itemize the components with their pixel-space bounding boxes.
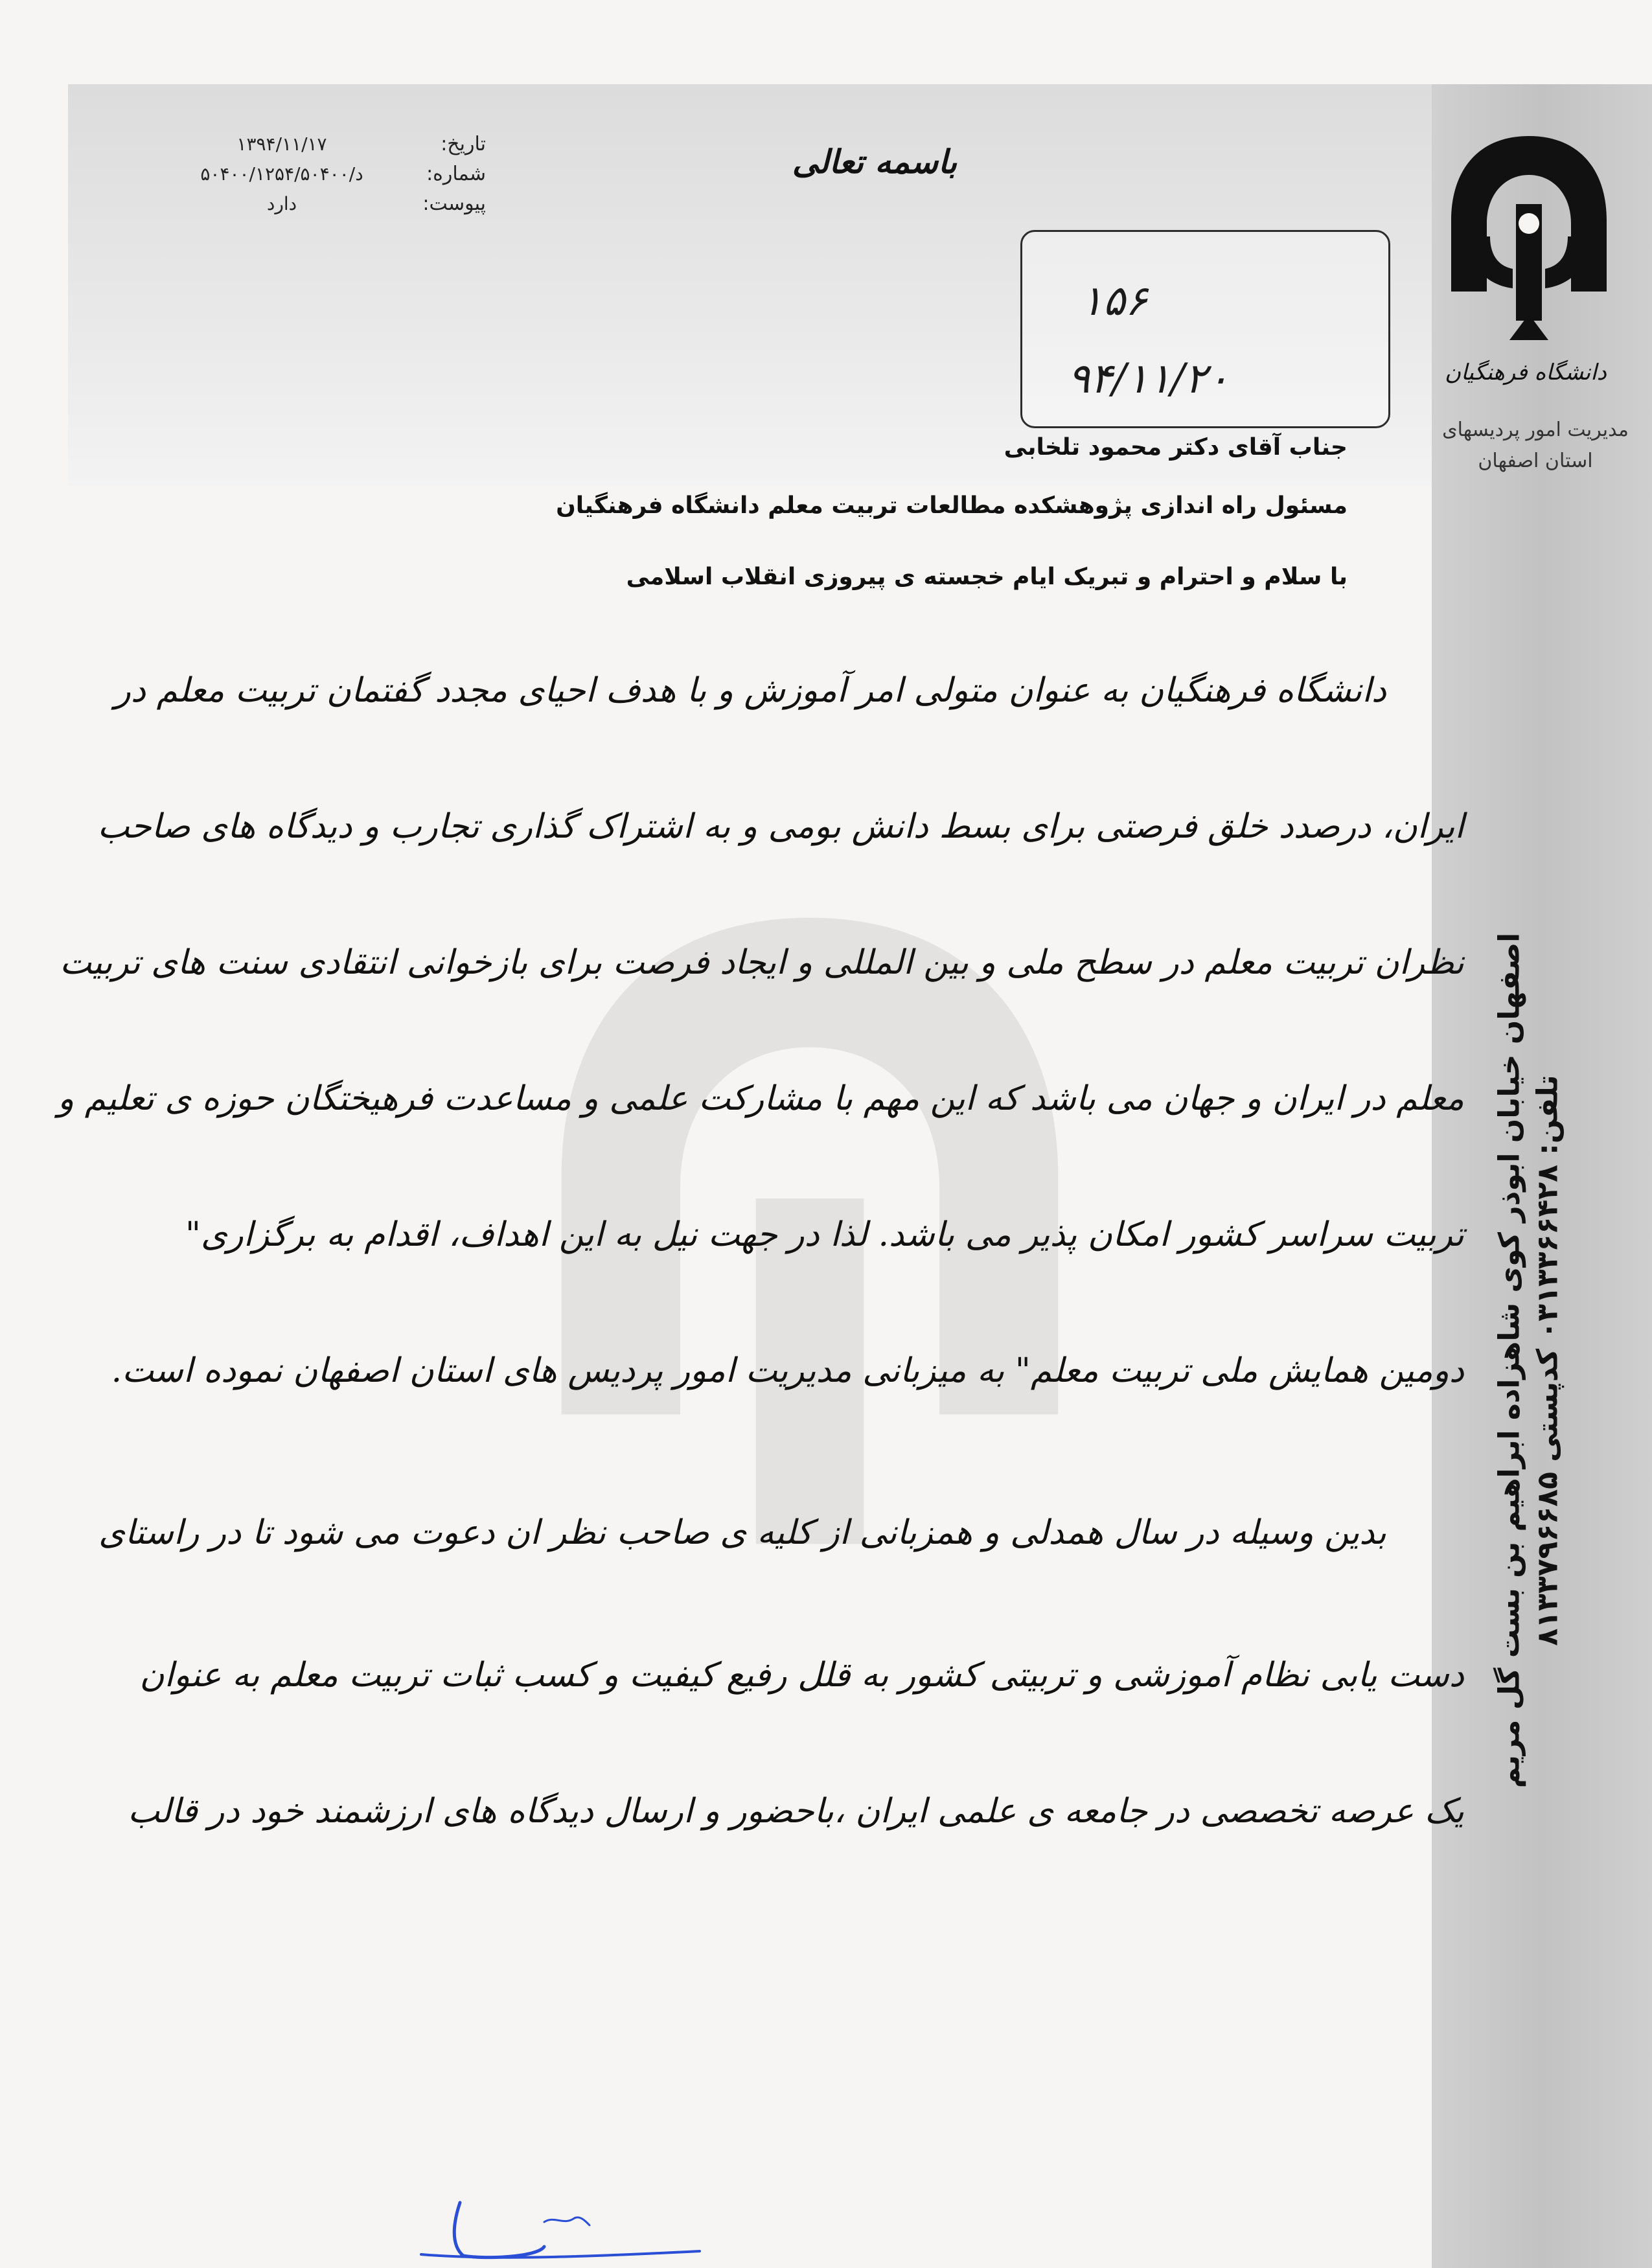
meta-date-value: ۱۳۹۴/۱۱/۱۷ <box>236 133 327 155</box>
letter-meta <box>162 133 486 222</box>
contact-text <box>1491 933 1568 1788</box>
contact-phone: تلفن: ۰۳۱۳۳۶۶۴۲۸ کدپستی ۸۱۳۳۷۹۶۶۸۵ <box>1532 1075 1565 1646</box>
body-line-1: دانشگاه فرهنگیان به عنوان متولی امر آموزش و با هدف احیای مجدد گفتمان تربیت معلم در <box>114 671 1386 710</box>
registration-stamp <box>1020 230 1390 428</box>
office-line-2: استان اصفهان <box>1478 450 1593 472</box>
contact-info <box>1454 842 1603 1879</box>
body-line-7: بدین وسیله در سال همدلی و همزبانی از کلیه ی صاحب نظر ان دعوت می شود تا در راستای <box>98 1513 1386 1552</box>
meta-number-value: ۵۰۴۰۰/۱۲۵۴/۵۰۴۰۰/د <box>200 163 363 185</box>
stamp-date: ۹۴/۱۱/۲۰ <box>1068 355 1230 403</box>
contact-address: اصفهان خیابان ابوذر کوی شاهزاده ابراهیم بن بست گل مریم <box>1493 932 1526 1789</box>
body-line-3: نظران تربیت معلم در سطح ملی و بین المللی و ایجاد فرصت برای بازخوانی انتقادی سنت های تربیت <box>60 943 1464 982</box>
logo-caption: دانشگاه فرهنگیان <box>1445 360 1607 385</box>
stamp-number: ۱۵۶ <box>1081 277 1148 325</box>
addressee-name: جناب آقای دکتر محمود تلخابی <box>1004 434 1348 461</box>
meta-date <box>162 133 486 163</box>
meta-attachment <box>162 192 486 222</box>
addressee-title: مسئول راه اندازی پژوهشکده مطالعات تربیت معلم دانشگاه فرهنگیان <box>556 492 1348 519</box>
office-name <box>1428 415 1642 477</box>
meta-attachment-label: پیوست: <box>422 192 486 215</box>
meta-attachment-value: دارد <box>266 193 297 214</box>
meta-number-label: شماره: <box>426 163 486 185</box>
body-line-5: تربیت سراسر کشور امکان پذیر می باشد. لذا در جهت نیل به این اهداف، اقدام به برگزاری" <box>185 1215 1464 1254</box>
bismillah: باسمه تعالی <box>792 143 958 181</box>
meta-date-label: تاریخ: <box>441 133 486 155</box>
body-line-9: یک عرصه تخصصی در جامعه ی علمی ایران ،باحضور و ارسال دیدگاه های ارزشمند خود در قالب <box>128 1792 1464 1831</box>
body-line-4: معلم در ایران و جهان می باشد که این مهم با مشارکت علمی و مساعدت فرهیختگان حوزه ی تعلیم و <box>58 1079 1464 1118</box>
body-line-6: دومین همایش ملی تربیت معلم" به میزبانی مدیریت امور پردیس های استان اصفهان نموده است. <box>111 1351 1464 1390</box>
university-logo <box>1441 126 1616 360</box>
meta-number <box>162 163 486 192</box>
body-line-2: ایران، درصدد خلق فرصتی برای بسط دانش بومی و به اشتراک گذاری تجارب و دیدگاه های صاحب <box>97 807 1464 846</box>
signature-mark <box>415 2196 713 2267</box>
office-line-1: مدیریت امور پردیسهای <box>1442 418 1629 441</box>
greeting: با سلام و احترام و تبریک ایام خجسته ی پیروزی انقلاب اسلامی <box>626 564 1348 590</box>
body-line-8: دست یابی نظام آموزشی و تربیتی کشور به قلل رفیع کیفیت و کسب ثبات تربیت معلم به عنوان <box>139 1656 1464 1695</box>
